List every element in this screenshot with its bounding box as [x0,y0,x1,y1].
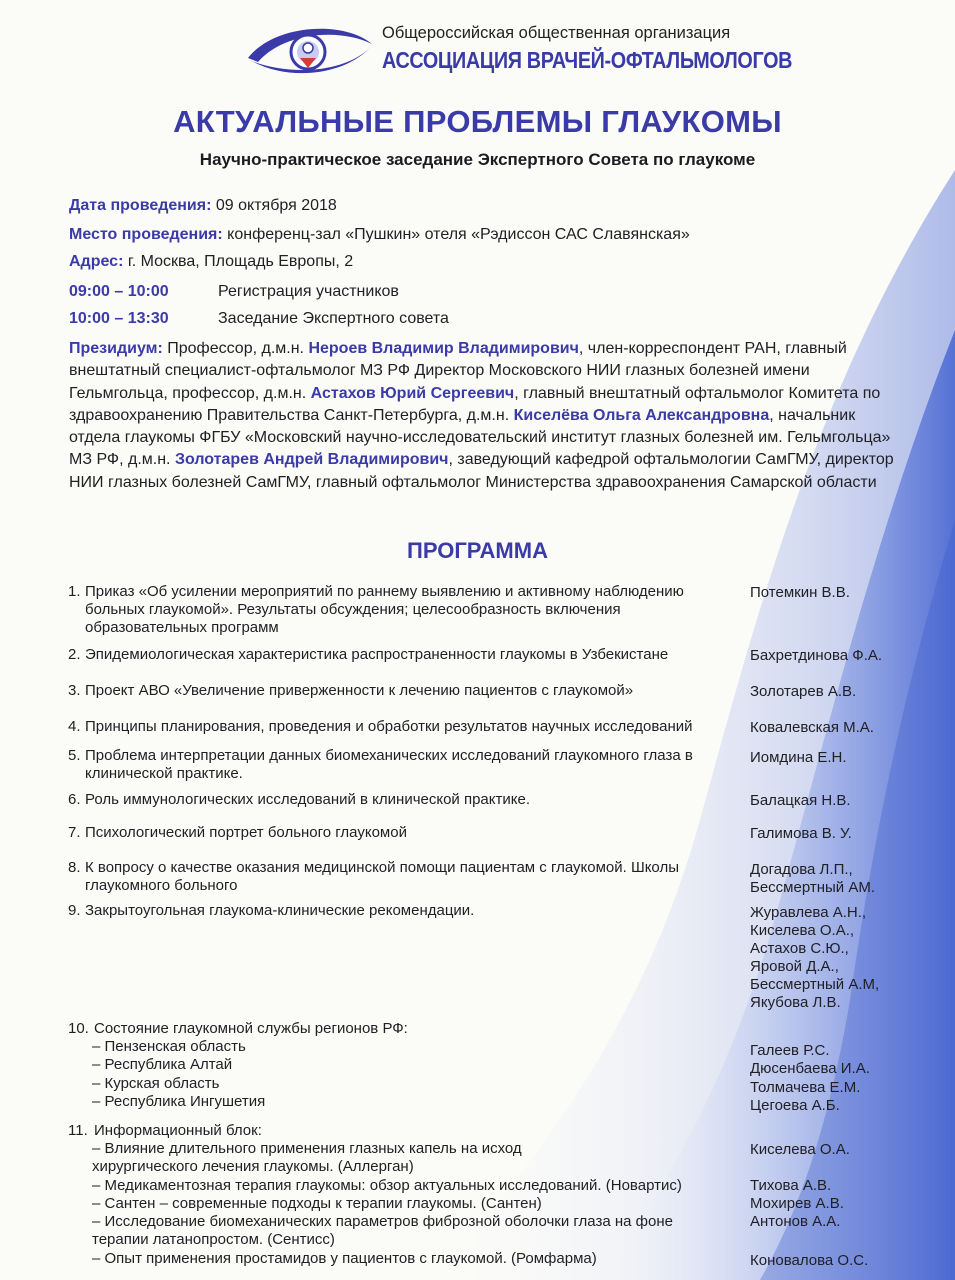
item-speaker: Догадова Л.П., [750,861,853,878]
item-subtopic: терапии латанопростом. (Сентисс) [92,1231,335,1248]
item-speaker: Галимова В. У. [750,825,852,842]
place-line [69,226,690,244]
association-logo-icon [244,18,376,84]
item-number: 9. [68,902,81,919]
item-subtopic: – Опыт применения простамидов у пациентов с глаукомой. (Ромфарма) [92,1250,597,1267]
presidium-text: , член-корреспондент РАН, главный внештатный специалист-офтальмолог МЗ РФ Директор Московского НИИ глазных болезней имени Гельмгольца, профессор, д.м.н. [69,340,847,402]
presidium-text: , главный внештатный офтальмолог Комитета по здравоохранению Правительства Санкт-Петербурга, д.м.н. [69,384,881,424]
item-subtopic: – Медикаментозная терапия глаукомы: обзор актуальных исследований. (Новартис) [92,1177,682,1194]
schedule-text: Заседание Экспертного совета [218,310,449,327]
item-topic: Принципы планирования, проведения и обработки результатов научных исследований [85,718,693,735]
schedule-row [69,310,769,330]
presidium-text: , начальник отдела глаукомы ФГБУ «Московский научно-исследовательский институт глазных болезней им. Гельмгольца» МЗ РФ, д.м.н. [69,406,891,469]
item-speaker: Журавлева А.Н., [750,904,867,921]
item-number: 6. [68,791,81,808]
item-topic: К вопросу о качестве оказания медицинской помощи пациентам с глаукомой. Школы глаукомного больного [85,859,679,894]
item-speaker: Бахретдинова Ф.А. [750,647,883,664]
item-number: 3. [68,682,81,699]
item-speaker: Дюсенбаева И.А. [750,1060,870,1077]
item-speaker: Астахов С.Ю., [750,940,849,957]
item-subtopic: – Пензенская область [92,1038,246,1055]
item-speaker: Яровой Д.А., [750,958,839,975]
item-topic: Эпидемиологическая характеристика распространенности глаукомы в Узбекистане [85,646,669,663]
document-title: АКТУАЛЬНЫЕ ПРОБЛЕМЫ ГЛАУКОМЫ [173,104,782,139]
item-speaker: Бессмертный АМ. [750,879,876,896]
item-speaker: Галеев Р.С. [750,1042,830,1059]
item-speaker: Толмачева Е.М. [750,1079,861,1096]
date-line [69,197,337,215]
place-label: Место проведения: [69,226,223,243]
presidium-text: , заведующий кафедрой офтальмологии СамГМУ, директор НИИ глазных болезней СамГМУ, главный офтальмолог Министерства здравоохранения Самарской области [69,451,894,491]
item-speaker: Киселева О.А., [750,922,855,939]
item-number: 2. [68,646,81,663]
item-number: 11. [68,1122,88,1139]
item-speaker: Тихова А.В. [750,1177,832,1194]
presidium-label: Президиум: [69,340,163,357]
item-subtopic: – Республика Ингушетия [92,1093,266,1110]
place-value: конференц-зал «Пушкин» отеля «Рэдиссон САС Славянская» [222,226,690,243]
item-topic: Проблема интерпретации данных биомеханических исследований глаукомного глаза в клинической практике. [85,747,693,782]
presidium-member: Нероев Владимир Владимирович [308,340,579,357]
address-value: г. Москва, Площадь Европы, 2 [123,253,354,270]
item-number: 8. [68,859,81,876]
item-topic: Проект АВО «Увеличение приверженности к лечению пациентов с глаукомой» [85,682,634,699]
item-subtopic: хирургического лечения глаукомы. (Аллерган) [92,1158,414,1175]
address-line [69,253,353,271]
item-subtopic: – Курская область [92,1075,220,1092]
schedule-time: 10:00 – 13:30 [69,310,169,327]
document-subtitle: Научно-практическое заседание Экспертного Совета по глаукоме [199,150,756,169]
program-heading: ПРОГРАММА [407,538,548,563]
item-subtopic: – Сантен – современные подходы к терапии глаукомы. (Сантен) [92,1195,542,1212]
item-subtopic: – Республика Алтай [92,1056,233,1073]
presidium-paragraph [69,338,904,494]
item-topic: Психологический портрет больного глаукомой [85,824,407,841]
item-speaker: Антонов А.А. [750,1213,841,1230]
item-number: 10. [68,1020,89,1037]
schedule-time: 09:00 – 10:00 [69,283,169,300]
org-subtitle: Общероссийская общественная организация [382,24,731,42]
presidium-member: Киселёва Ольга Александровна [513,406,770,424]
item-speaker: Киселева О.А. [750,1141,850,1158]
item-speaker: Коновалова О.С. [750,1252,869,1269]
item-speaker: Потемкин В.В. [750,584,850,601]
item-speaker: Мохирев А.В. [750,1195,844,1212]
date-label: Дата проведения: [69,197,212,214]
item-subtopic: – Влияние длительного применения глазных капель на исход [92,1140,522,1157]
item-number: 4. [68,718,81,735]
item-speaker: Якубова Л.В. [750,994,841,1011]
item-topic: Приказ «Об усилении мероприятий по раннему выявлению и активному наблюдению больных глаукомой». Результаты обсуждения; целесообразность включения образовательных программ [85,583,684,636]
schedule-text: Регистрация участников [218,283,399,300]
presidium-member: Астахов Юрий Сергеевич [310,384,515,402]
item-speaker: Бессмертный А.М, [750,976,880,993]
item-topic: Закрытоугольная глаукома-клинические рекомендации. [85,902,475,919]
date-value: 09 октября 2018 [211,197,337,214]
org-name: АССОЦИАЦИЯ ВРАЧЕЙ-ОФТАЛЬМОЛОГОВ [382,47,793,73]
item-speaker: Балацкая Н.В. [750,792,851,809]
item-number: 5. [68,747,81,764]
presidium-text: Профессор, д.м.н. [162,340,309,357]
item-topic: Роль иммунологических исследований в клинической практике. [85,791,530,808]
item-speaker: Цегоева А.Б. [750,1097,840,1114]
item-subtopic: – Исследование биомеханических параметров фиброзной оболочки глаза на фоне [92,1213,673,1230]
item-speaker: Иомдина Е.Н. [750,749,847,766]
item-speaker: Ковалевская М.А. [750,719,874,736]
address-label: Адрес: [69,253,124,270]
schedule-row [69,283,769,303]
presidium-member: Золотарев Андрей Владимирович [174,451,449,469]
item-number: 7. [68,824,81,841]
item-topic: Состояние глаукомной службы регионов РФ: [94,1020,408,1037]
item-speaker: Золотарев А.В. [750,683,857,700]
item-topic: Информационный блок: [94,1122,262,1139]
item-number: 1. [68,583,81,600]
